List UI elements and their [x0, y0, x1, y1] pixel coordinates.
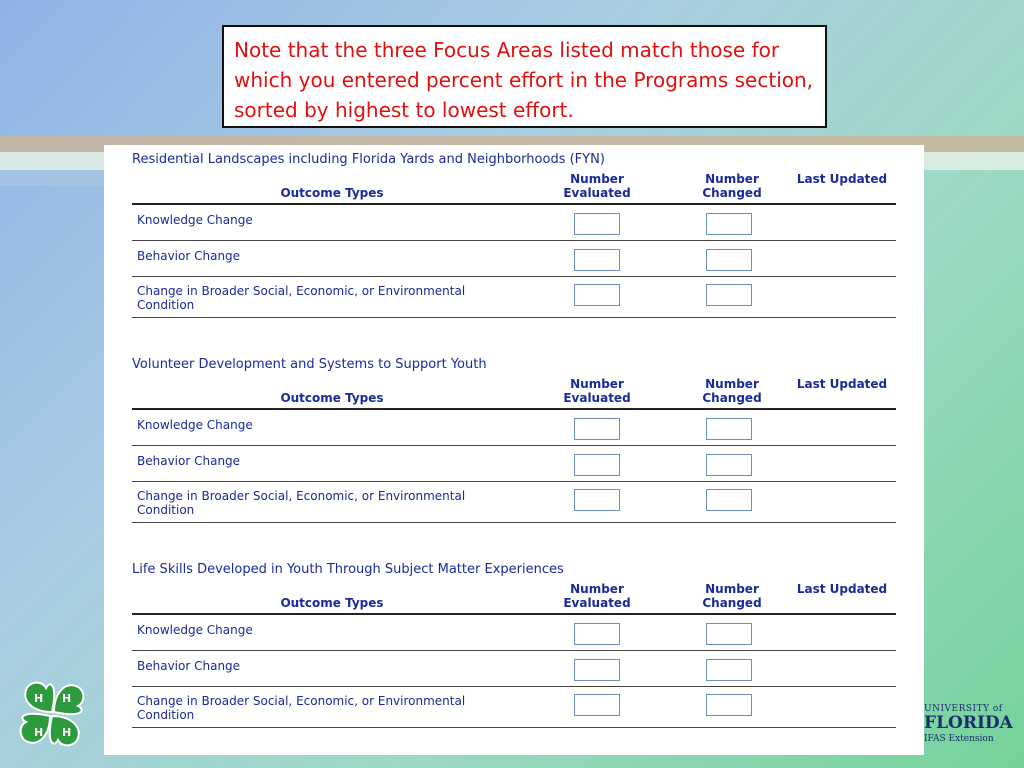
number-changed-input[interactable] [706, 284, 752, 306]
outcome-label: Knowledge Change [137, 213, 253, 227]
outcome-label: Behavior Change [137, 659, 241, 673]
uf-logo-line2: FLORIDA [924, 713, 1013, 733]
uf-ifas-logo [924, 700, 1024, 750]
svg-text:H: H [34, 692, 44, 705]
focus-area-section-2 [132, 356, 896, 523]
col-last-updated: Last Updated [796, 172, 888, 186]
outcome-label: Knowledge Change [137, 418, 253, 432]
col-last-updated: Last Updated [796, 582, 888, 596]
uf-logo-line1: UNIVERSITY of [924, 704, 1003, 714]
focus-area-section-3 [132, 561, 896, 728]
number-changed-input[interactable] [706, 454, 752, 476]
outcome-label: Behavior Change [137, 249, 241, 263]
table-row [132, 410, 896, 446]
number-evaluated-input[interactable] [574, 489, 620, 511]
col-number-evaluated: Number Evaluated [563, 377, 631, 405]
svg-text:H: H [62, 726, 72, 739]
outcome-label: Behavior Change [137, 454, 241, 468]
svg-text:H: H [62, 692, 72, 705]
number-changed-input[interactable] [706, 694, 752, 716]
number-changed-input[interactable] [706, 623, 752, 645]
outcome-label: Change in Broader Social, Economic, or Environmental Condition [137, 694, 466, 722]
number-evaluated-input[interactable] [574, 213, 620, 235]
focus-area-section-1 [132, 151, 896, 318]
number-evaluated-input[interactable] [574, 659, 620, 681]
table-row [132, 277, 896, 318]
4h-clover-icon [12, 676, 92, 752]
col-number-changed: Number Changed [702, 172, 762, 200]
outcome-label: Knowledge Change [137, 623, 253, 637]
table-header [132, 374, 896, 410]
number-changed-input[interactable] [706, 249, 752, 271]
number-changed-input[interactable] [706, 418, 752, 440]
col-outcome-types: Outcome Types [280, 186, 384, 200]
section-title: Life Skills Developed in Youth Through Subject Matter Experiences [132, 562, 564, 577]
table-row [132, 446, 896, 482]
col-number-changed: Number Changed [702, 582, 762, 610]
table-row [132, 482, 896, 523]
table-row [132, 241, 896, 277]
uf-logo-line3: IFAS Extension [924, 734, 994, 744]
outcome-label: Change in Broader Social, Economic, or Environmental Condition [137, 284, 466, 312]
number-evaluated-input[interactable] [574, 623, 620, 645]
svg-text:H: H [34, 726, 44, 739]
number-evaluated-input[interactable] [574, 284, 620, 306]
col-outcome-types: Outcome Types [280, 596, 384, 610]
col-number-evaluated: Number Evaluated [563, 582, 631, 610]
number-evaluated-input[interactable] [574, 694, 620, 716]
col-number-evaluated: Number Evaluated [563, 172, 631, 200]
number-evaluated-input[interactable] [574, 418, 620, 440]
callout-note: Note that the three Focus Areas listed match those for which you entered percent effort in the Programs section, sorted by highest to lowest effort. [222, 25, 827, 128]
table-header [132, 169, 896, 205]
number-changed-input[interactable] [706, 659, 752, 681]
section-title: Volunteer Development and Systems to Support Youth [132, 357, 487, 372]
col-last-updated: Last Updated [796, 377, 888, 391]
number-changed-input[interactable] [706, 213, 752, 235]
table-header [132, 579, 896, 615]
col-outcome-types: Outcome Types [280, 391, 384, 405]
number-evaluated-input[interactable] [574, 249, 620, 271]
number-evaluated-input[interactable] [574, 454, 620, 476]
number-changed-input[interactable] [706, 489, 752, 511]
table-row [132, 205, 896, 241]
section-title: Residential Landscapes including Florida Yards and Neighborhoods (FYN) [132, 152, 605, 167]
outcomes-panel [104, 145, 924, 755]
header-band-left [0, 170, 104, 186]
table-row [132, 615, 896, 651]
table-row [132, 687, 896, 728]
outcome-label: Change in Broader Social, Economic, or Environmental Condition [137, 489, 466, 517]
table-row [132, 651, 896, 687]
col-number-changed: Number Changed [702, 377, 762, 405]
